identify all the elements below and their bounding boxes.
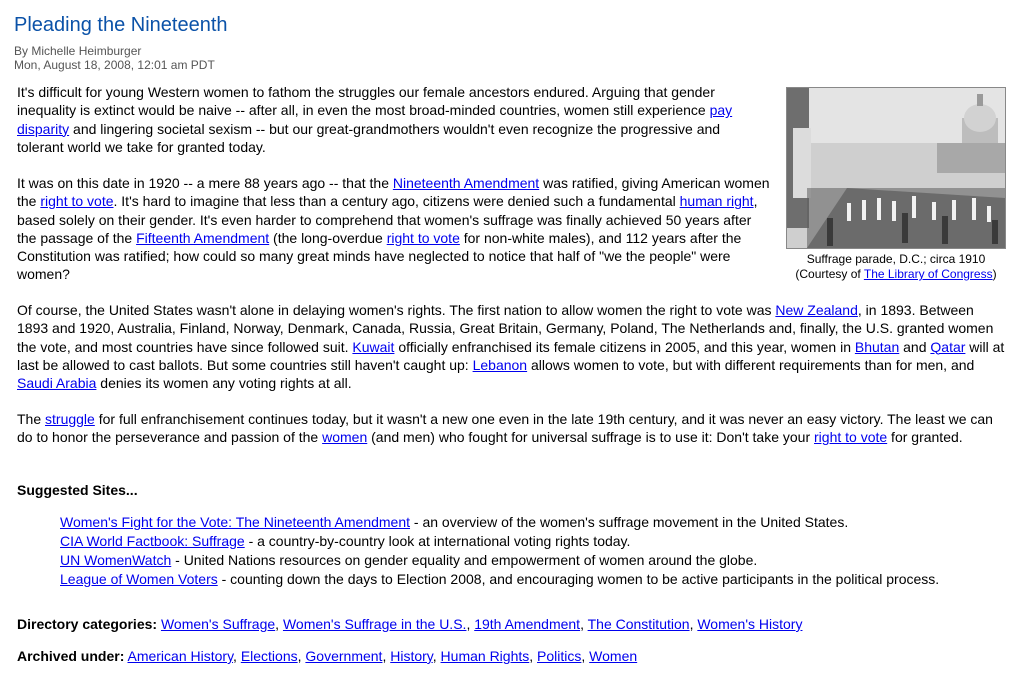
directory-categories xyxy=(17,616,802,632)
p3-text-5: will at last be allowed to cast ballots. But some countries still haven't caught up: xyxy=(17,338,1005,373)
category-link[interactable]: Women's Suffrage in the U.S. xyxy=(282,616,467,632)
list-item xyxy=(60,570,939,589)
p2-text-6: for non-white males), and 112 years after the Constitution was ratified; how could so many great minds have neglected to notice that half of "we the people" were women? xyxy=(17,229,742,283)
new-zealand-link[interactable]: New Zealand xyxy=(775,302,858,318)
p3-text-4: and xyxy=(899,338,931,355)
credit-suffix: ) xyxy=(992,267,997,281)
site-link-league-of-women-voters[interactable]: League of Women Voters xyxy=(60,571,218,587)
dateline: Mon, August 18, 2008, 12:01 am PDT xyxy=(14,58,215,72)
right-to-vote-link-2[interactable]: right to vote xyxy=(386,229,460,246)
photo-figure xyxy=(786,87,1006,282)
separator: , xyxy=(275,616,283,632)
p3-text-2: , in 1893. Between 1893 and 1920, Australia, Finland, Norway, Denmark, Canada, Russia, Great Britain, Germany, Poland, The Netherlands and, finally, the U.S. granted women the vote, and most countries have since followed suit. xyxy=(17,302,994,355)
suggested-sites-heading: Suggested Sites... xyxy=(17,482,138,498)
archive-link[interactable]: Women xyxy=(589,648,638,664)
p4-text-1: The xyxy=(17,411,46,427)
archived-label: Archived under: xyxy=(17,648,125,664)
p2-text-3: . It's hard to imagine that less than a century ago, citizens were denied such a fundamental xyxy=(113,193,680,210)
p3-text-1: Of course, the United States wasn't alone in delaying women's rights. The first nation to allow women the right to vote was xyxy=(17,302,776,318)
p3-text-7: denies its women any voting rights at all. xyxy=(96,375,352,392)
separator: , xyxy=(689,616,698,632)
site-link-nineteenth-amendment[interactable]: Women's Fight for the Vote: The Nineteenth Amendment xyxy=(60,514,411,530)
p1-text-1: It's difficult for young Western women to fathom the struggles our female ancestors endured. Arguing that gender inequality is extinct would be naive -- after all, in even the most broad-minded countries, women still experience xyxy=(17,84,715,119)
p2-text-2: was ratified, giving American women the xyxy=(17,175,770,210)
p4-text-4: for granted. xyxy=(887,429,963,446)
saudi-arabia-link[interactable]: Saudi Arabia xyxy=(17,375,97,392)
p2-text-4: , based solely on their gender. It's even harder to comprehend that women's suffrage was finally achieved 50 years after the passage of the xyxy=(17,193,758,246)
site-desc: - an overview of the women's suffrage movement in the United States. xyxy=(410,514,849,530)
women-link[interactable]: women xyxy=(322,429,368,446)
p3-text-6: allows women to vote, but with different requirements than for men, and xyxy=(527,356,975,373)
paragraph-1 xyxy=(17,83,767,156)
pay-disparity-link[interactable]: pay disparity xyxy=(17,102,733,137)
nineteenth-amendment-link[interactable]: Nineteenth Amendment xyxy=(392,175,540,191)
list-item xyxy=(60,513,939,532)
separator: , xyxy=(382,648,391,664)
byline: By Michelle Heimburger xyxy=(14,44,142,58)
paragraph-4 xyxy=(17,410,1007,447)
p3-text-3: officially enfranchised its female citizens in 2005, and this year, women in xyxy=(394,338,855,355)
paragraph-2 xyxy=(17,174,772,284)
p2-text-5: (the long-overdue xyxy=(269,229,387,246)
category-link[interactable]: Women's Suffrage xyxy=(160,616,276,632)
article-meta xyxy=(14,44,215,72)
page-title: Pleading the Nineteenth xyxy=(14,14,228,36)
human-right-link[interactable]: human right xyxy=(679,193,754,210)
separator: , xyxy=(466,616,475,632)
right-to-vote-link-3[interactable]: right to vote xyxy=(814,429,888,446)
category-link[interactable]: 19th Amendment xyxy=(474,616,581,632)
caption-text: Suffrage parade, D.C.; circa 1910 xyxy=(806,252,986,266)
archive-link[interactable]: Politics xyxy=(537,648,582,664)
archive-link[interactable]: History xyxy=(390,648,433,664)
right-to-vote-link[interactable]: right to vote xyxy=(40,193,114,210)
archive-link[interactable]: Government xyxy=(305,648,383,664)
p1-text-2: and lingering societal sexism -- but our great-grandmothers wouldn't even recognize the progressive and tolerant world we take for granted today. xyxy=(17,120,721,155)
separator: , xyxy=(580,616,588,632)
caption-credit xyxy=(786,267,1006,282)
category-link[interactable]: Women's History xyxy=(697,616,803,632)
archive-link[interactable]: Elections xyxy=(240,648,298,664)
list-item xyxy=(60,532,939,551)
separator: , xyxy=(297,648,306,664)
category-link[interactable]: The Constitution xyxy=(587,616,690,632)
paragraph-3 xyxy=(17,301,1007,392)
photo-caption xyxy=(786,252,1006,282)
suffrage-parade-photo xyxy=(786,87,1006,249)
lebanon-link[interactable]: Lebanon xyxy=(472,356,528,373)
directory-label: Directory categories: xyxy=(17,616,158,632)
qatar-link[interactable]: Qatar xyxy=(930,338,966,355)
library-of-congress-link[interactable]: The Library of Congress xyxy=(863,267,993,281)
separator: , xyxy=(581,648,590,664)
fifteenth-amendment-link[interactable]: Fifteenth Amendment xyxy=(136,229,270,246)
struggle-link[interactable]: struggle xyxy=(45,411,95,427)
suggested-sites-list xyxy=(60,513,939,589)
site-desc: - a country-by-country look at international voting rights today. xyxy=(244,533,631,549)
credit-prefix: (Courtesy of xyxy=(795,267,864,281)
p4-text-2: for full enfranchisement continues today, but it wasn't a new one even in the late 19th century, and it was never an easy victory. The least we can do to honor the perseverance and passion of the xyxy=(17,411,993,446)
separator: , xyxy=(529,648,538,664)
site-link-cia-factbook[interactable]: CIA World Factbook: Suffrage xyxy=(60,533,245,549)
separator: , xyxy=(233,648,241,664)
archive-link[interactable]: American History xyxy=(127,648,234,664)
archived-under xyxy=(17,648,637,664)
photo-illustration xyxy=(787,88,1005,248)
bhutan-link[interactable]: Bhutan xyxy=(854,338,900,355)
site-desc: - counting down the days to Election 2008, and encouraging women to be active participants in the political process. xyxy=(217,571,940,587)
separator: , xyxy=(432,648,441,664)
p4-text-3: (and men) who fought for universal suffrage is to use it: Don't take your xyxy=(367,429,815,446)
site-desc: - United Nations resources on gender equality and empowerment of women around the globe. xyxy=(171,552,758,568)
archive-link[interactable]: Human Rights xyxy=(440,648,530,664)
p2-text-1: It was on this date in 1920 -- a mere 88 years ago -- that the xyxy=(17,175,393,191)
list-item xyxy=(60,551,939,570)
kuwait-link[interactable]: Kuwait xyxy=(352,338,395,355)
site-link-un-womenwatch[interactable]: UN WomenWatch xyxy=(60,552,172,568)
